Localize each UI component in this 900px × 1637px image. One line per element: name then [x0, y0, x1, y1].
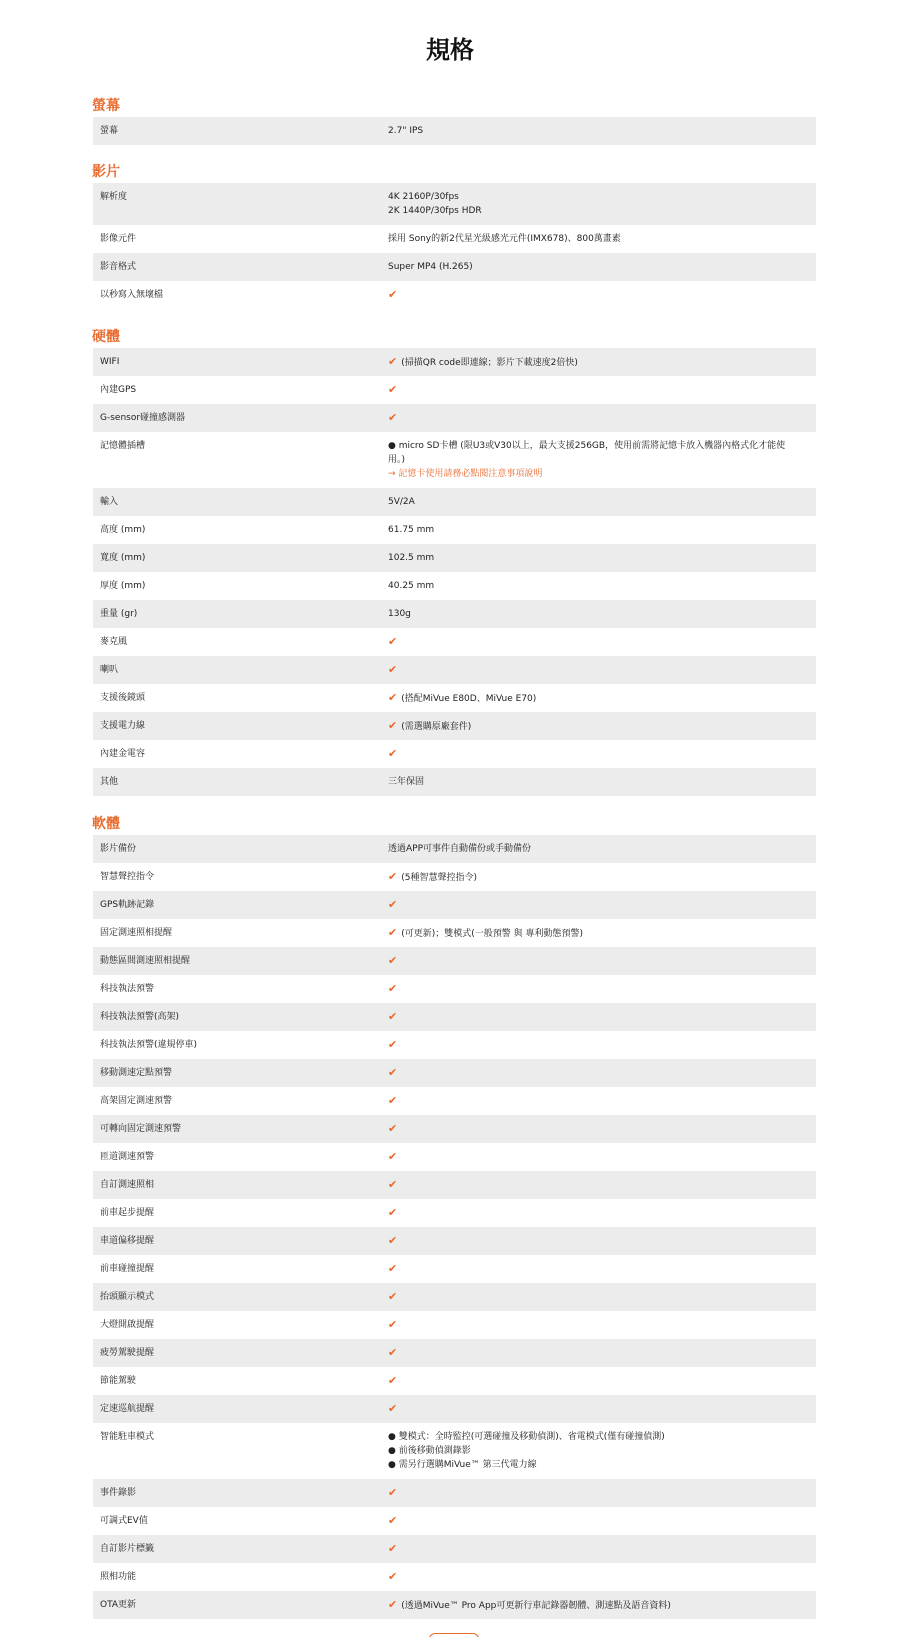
spec-note: (搭配MiVue E80D、MiVue E70) — [401, 694, 537, 704]
spec-label: 記憶體插槽 — [100, 441, 146, 451]
spec-label: 事件錄影 — [100, 1488, 137, 1498]
spec-label: 內建金電容 — [100, 749, 146, 759]
spec-label: 解析度 — [100, 192, 128, 202]
spec-row-screen — [93, 117, 816, 145]
spec-label: 寬度 (mm) — [100, 553, 146, 563]
spec-value — [388, 1598, 802, 1613]
section-title-hardware: 硬體 — [92, 329, 120, 345]
spec-label: 科技執法預警(高架) — [100, 1012, 180, 1022]
spec-value-line: ● 前後移動偵測錄影 — [388, 1446, 471, 1456]
spec-value — [388, 954, 802, 969]
spec-value — [388, 719, 802, 734]
spec-row-tech-enforcement-parking — [93, 1031, 816, 1059]
spec-value — [388, 926, 802, 941]
spec-label: 喇叭 — [100, 665, 119, 675]
spec-label: GPS軌跡記錄 — [100, 900, 155, 910]
spec-label: 支援電力線 — [100, 721, 146, 731]
spec-value — [388, 1542, 802, 1557]
spec-row-ramp-speed-camera — [93, 1143, 816, 1171]
spec-label: 匝道測速預警 — [100, 1152, 155, 1162]
spec-row-width — [93, 544, 816, 572]
spec-row-forward-collision — [93, 1255, 816, 1283]
spec-value — [388, 898, 802, 913]
check-icon: ✔ — [388, 1010, 398, 1023]
spec-value — [388, 1122, 802, 1137]
section-title-screen: 螢幕 — [92, 98, 120, 114]
spec-value-multiline — [388, 190, 802, 218]
spec-value — [388, 1094, 802, 1109]
check-icon: ✔ — [388, 1374, 398, 1387]
spec-label: G-sensor碰撞感測器 — [100, 413, 186, 423]
spec-value: 130g — [388, 609, 411, 619]
check-icon: ✔ — [388, 691, 398, 704]
spec-row-headlight-reminder — [93, 1311, 816, 1339]
spec-row-mobile-speed-camera — [93, 1059, 816, 1087]
spec-row-hud-mode — [93, 1283, 816, 1311]
spec-label: 前車起步提醒 — [100, 1208, 155, 1218]
spec-label: 移動測速定點預警 — [100, 1068, 173, 1078]
check-icon: ✔ — [388, 355, 398, 368]
spec-row-rear-camera — [93, 684, 816, 712]
spec-value — [388, 1262, 802, 1277]
spec-value — [388, 1318, 802, 1333]
check-icon: ✔ — [388, 1094, 398, 1107]
check-icon: ✔ — [388, 411, 398, 424]
spec-row-speaker — [93, 656, 816, 684]
spec-value — [388, 663, 802, 678]
check-icon: ✔ — [388, 1122, 398, 1135]
check-icon: ✔ — [388, 954, 398, 967]
spec-row-section-speed-camera — [93, 947, 816, 975]
check-icon: ✔ — [388, 288, 398, 301]
spec-label: 支援後鏡頭 — [100, 693, 146, 703]
more-button[interactable] — [429, 1633, 479, 1637]
spec-value — [388, 1570, 802, 1585]
check-icon: ✔ — [388, 383, 398, 396]
spec-value: 40.25 mm — [388, 581, 435, 591]
check-icon: ✔ — [388, 1066, 398, 1079]
spec-row-height — [93, 516, 816, 544]
spec-row-rotating-speed-camera — [93, 1115, 816, 1143]
check-icon: ✔ — [388, 1598, 398, 1611]
spec-value: 61.75 mm — [388, 525, 435, 535]
spec-label: 節能駕駛 — [100, 1376, 137, 1386]
spec-value — [388, 982, 802, 997]
spec-row-cruise-reminder — [93, 1395, 816, 1423]
spec-value — [388, 288, 802, 303]
check-icon: ✔ — [388, 1150, 398, 1163]
spec-value: 2.7" IPS — [388, 126, 424, 136]
spec-label: 科技執法預警 — [100, 984, 155, 994]
check-icon: ✔ — [388, 1234, 398, 1247]
spec-label: 智慧聲控指令 — [100, 872, 155, 882]
spec-value — [388, 383, 802, 398]
spec-value-line: 4K 2160P/30fps — [388, 192, 459, 202]
spec-value — [388, 1206, 802, 1221]
spec-row-gsensor — [93, 404, 816, 432]
spec-value — [388, 1374, 802, 1389]
memory-card-notice-link[interactable]: → 記憶卡使用請務必點閱注意事項說明 — [388, 469, 543, 479]
spec-row-custom-video-tag — [93, 1535, 816, 1563]
spec-value-multiline — [388, 1430, 802, 1472]
spec-row-resolution — [93, 183, 816, 225]
spec-row-sensor — [93, 225, 816, 253]
spec-label: 內建GPS — [100, 385, 137, 395]
spec-note: (可更新)；雙模式(一般預警 與 專利動態預警) — [401, 929, 583, 939]
spec-label: 高架固定測速預警 — [100, 1096, 173, 1106]
page-title: 規格 — [426, 36, 474, 64]
check-icon: ✔ — [388, 663, 398, 676]
spec-label: 麥克風 — [100, 637, 128, 647]
spec-note: (需選購原廠套件) — [401, 722, 472, 732]
spec-value — [388, 1038, 802, 1053]
spec-row-ota-update — [93, 1591, 816, 1619]
spec-row-event-recording — [93, 1479, 816, 1507]
spec-note: (掃描QR code即連線；影片下載速度2倍快) — [401, 358, 578, 368]
spec-row-no-corrupt-file — [93, 281, 816, 309]
spec-label: 自訂測速照相 — [100, 1180, 155, 1190]
spec-label: 高度 (mm) — [100, 525, 146, 535]
spec-row-gps — [93, 376, 816, 404]
spec-row-microphone — [93, 628, 816, 656]
spec-label: 其他 — [100, 777, 119, 787]
spec-value-line: ● 雙模式：全時監控(可選碰撞及移動偵測)、省電模式(僅有碰撞偵測) — [388, 1432, 665, 1442]
spec-value: 5V/2A — [388, 497, 415, 507]
spec-row-gps-track — [93, 891, 816, 919]
spec-row-other — [93, 768, 816, 796]
spec-row-video-backup — [93, 835, 816, 863]
spec-value — [388, 1010, 802, 1025]
check-icon: ✔ — [388, 1262, 398, 1275]
spec-value: 採用 Sony的新2代星光級感光元件(IMX678)、800萬畫素 — [388, 234, 621, 244]
spec-value — [388, 1486, 802, 1501]
spec-label: 疲勞駕駛提醒 — [100, 1348, 155, 1358]
spec-label: 厚度 (mm) — [100, 581, 146, 591]
spec-label: 重量 (gr) — [100, 609, 138, 619]
spec-label: 影像元件 — [100, 234, 137, 244]
spec-row-speed-camera — [93, 919, 816, 947]
spec-value — [388, 1346, 802, 1361]
spec-row-ev-adjust — [93, 1507, 816, 1535]
spec-note: (透過MiVue™ Pro App可更新行車記錄器韌體、測速點及語音資料) — [401, 1601, 671, 1611]
spec-value: 透過APP可事件自動備份或手動備份 — [388, 844, 532, 854]
check-icon: ✔ — [388, 1486, 398, 1499]
spec-value — [388, 1402, 802, 1417]
spec-value — [388, 1514, 802, 1529]
spec-value — [388, 1234, 802, 1249]
check-icon: ✔ — [388, 870, 398, 883]
spec-value: 三年保固 — [388, 777, 425, 787]
spec-label: 可轉向固定測速預警 — [100, 1124, 182, 1134]
spec-row-power-cable — [93, 712, 816, 740]
check-icon: ✔ — [388, 1514, 398, 1527]
spec-label: 影片備份 — [100, 844, 137, 854]
spec-value — [388, 635, 802, 650]
spec-label: 動態區間測速照相提醒 — [100, 956, 191, 966]
spec-row-tech-enforcement-elevated — [93, 1003, 816, 1031]
check-icon: ✔ — [388, 635, 398, 648]
spec-value: Super MP4 (H.265) — [388, 262, 473, 272]
spec-label: 自訂影片標籤 — [100, 1544, 155, 1554]
spec-label: 科技執法預警(違規停車) — [100, 1040, 198, 1050]
check-icon: ✔ — [388, 1402, 398, 1415]
spec-note: (5種智慧聲控指令) — [401, 873, 477, 883]
section-title-video: 影片 — [92, 164, 120, 180]
spec-row-eco-driving — [93, 1367, 816, 1395]
spec-value — [388, 691, 802, 706]
check-icon: ✔ — [388, 719, 398, 732]
spec-row-fatigue-reminder — [93, 1339, 816, 1367]
check-icon: ✔ — [388, 1178, 398, 1191]
spec-label: 以秒寫入無壞檔 — [100, 290, 164, 300]
spec-row-photo-function — [93, 1563, 816, 1591]
spec-row-tech-enforcement — [93, 975, 816, 1003]
spec-value — [388, 1178, 802, 1193]
spec-value — [388, 1066, 802, 1081]
spec-row-weight — [93, 600, 816, 628]
spec-row-front-vehicle-start — [93, 1199, 816, 1227]
section-title-software: 軟體 — [92, 816, 120, 832]
spec-row-depth — [93, 572, 816, 600]
spec-value-line: 用。) — [388, 455, 406, 465]
spec-label: 抬頭顯示模式 — [100, 1292, 155, 1302]
spec-value — [388, 870, 802, 885]
spec-label: 智能駐車模式 — [100, 1432, 155, 1442]
spec-label: 前車碰撞提醒 — [100, 1264, 155, 1274]
check-icon: ✔ — [388, 898, 398, 911]
spec-row-supercapacitor — [93, 740, 816, 768]
spec-row-smart-parking — [93, 1423, 816, 1479]
spec-value — [388, 1150, 802, 1165]
spec-value — [388, 355, 802, 370]
check-icon: ✔ — [388, 1038, 398, 1051]
spec-label: 定速巡航提醒 — [100, 1404, 155, 1414]
check-icon: ✔ — [388, 1570, 398, 1583]
spec-row-elevated-speed-camera — [93, 1087, 816, 1115]
spec-label: 輸入 — [100, 497, 119, 507]
spec-label: 車道偏移提醒 — [100, 1236, 155, 1246]
spec-row-lane-departure — [93, 1227, 816, 1255]
check-icon: ✔ — [388, 1290, 398, 1303]
spec-label: 大燈開啟提醒 — [100, 1320, 155, 1330]
spec-value: 102.5 mm — [388, 553, 435, 563]
check-icon: ✔ — [388, 1346, 398, 1359]
spec-value — [388, 747, 802, 762]
spec-label: 可調式EV值 — [100, 1516, 148, 1526]
spec-value-line: ● 需另行選購MiVue™ 第三代電力線 — [388, 1460, 537, 1470]
spec-row-wifi — [93, 348, 816, 376]
spec-row-custom-speed-camera — [93, 1171, 816, 1199]
spec-value-multiline — [388, 439, 802, 481]
spec-row-format — [93, 253, 816, 281]
spec-label: 固定測速照相提醒 — [100, 928, 173, 938]
spec-row-input — [93, 488, 816, 516]
spec-value — [388, 1290, 802, 1305]
spec-row-voice-control — [93, 863, 816, 891]
check-icon: ✔ — [388, 1318, 398, 1331]
spec-label: 螢幕 — [100, 126, 119, 136]
spec-value-line: 2K 1440P/30fps HDR — [388, 206, 482, 216]
spec-label: 影音格式 — [100, 262, 137, 272]
spec-row-memory-slot — [93, 432, 816, 488]
spec-label: WIFI — [100, 357, 120, 367]
spec-label: 照相功能 — [100, 1572, 137, 1582]
check-icon: ✔ — [388, 926, 398, 939]
check-icon: ✔ — [388, 982, 398, 995]
check-icon: ✔ — [388, 1542, 398, 1555]
check-icon: ✔ — [388, 1206, 398, 1219]
spec-value-line: ● micro SD卡槽 (限U3或V30以上，最大支援256GB，使用前需將記憶卡放入機器內格式化才能使 — [388, 441, 786, 451]
spec-label: OTA更新 — [100, 1600, 137, 1610]
check-icon: ✔ — [388, 747, 398, 760]
spec-value — [388, 411, 802, 426]
